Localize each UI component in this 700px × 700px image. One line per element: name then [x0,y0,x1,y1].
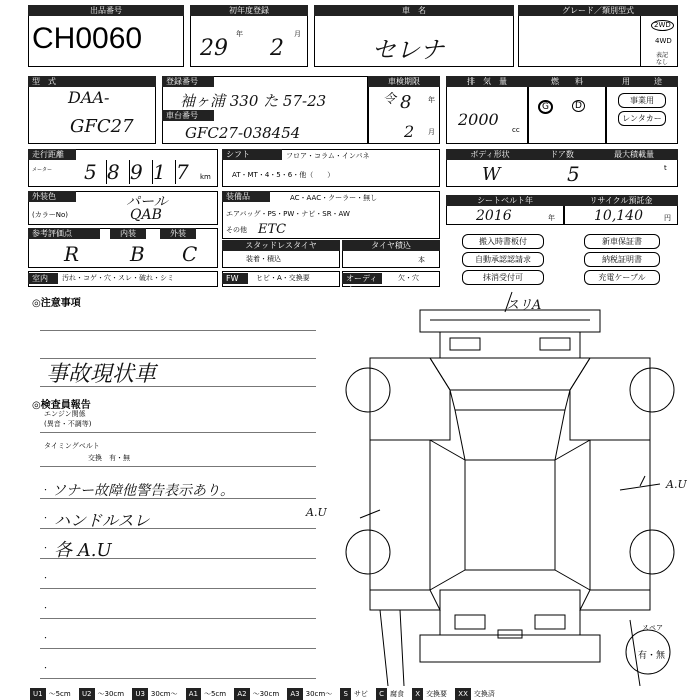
legend-key: S [340,688,350,700]
remark-3: 各 A.U [54,540,112,561]
studless-label: スタッドレスタイヤ [222,240,340,251]
room-options: 汚れ・コゲ・穴・スレ・破れ・シミ [62,274,174,282]
shift-gears: AT・MT・4・5・6・他（ ） [232,171,335,179]
color-code-label: (カラーNo) [32,211,68,219]
equip-row2: エアバッグ・PS・PW・ナビ・SR・AW [226,210,350,218]
mark-top: スリA [506,298,542,313]
displacement-value: 2000 [458,110,499,129]
mark-right: A.U [666,478,687,491]
legend-value: 30cm～ [305,690,333,698]
legend-value: 腐食 [390,690,405,698]
displacement-label: 排 気 量 [446,76,528,87]
doc-item-1: 搬入時書板付 [462,234,544,249]
legend-value: 交換済 [473,690,495,698]
caution-line [40,330,316,331]
caution-text: 事故現状車 [46,362,157,387]
front-bumper [420,310,600,332]
cowl [450,390,570,410]
inspection-year: 8 [400,92,412,113]
doc-item-3: 抹消受付可 [462,270,544,285]
car-diagram [300,290,700,686]
studless-options: 装着・積込 [246,255,281,263]
fuel-g: G [538,100,553,114]
color-name: パール [126,194,168,210]
scratch-lines [380,610,640,686]
legend-value: 30cm～ [150,690,178,698]
grade-label: グレード／類別型式 [518,5,678,16]
exterior-label: 外装 [160,228,196,239]
mileage-digit: 8 [107,160,130,184]
rear-fender-right [580,590,650,610]
interior-value: B [130,242,145,266]
wheel-rear-left [346,530,390,574]
score-label: 参考評価点 [28,228,100,239]
bullet: ・ [42,486,49,494]
damage-legend [30,688,700,700]
seatbelt-unit: 年 [548,214,555,222]
lot-label: 出品番号 [28,5,184,16]
wheel-front-right [630,368,674,412]
rear-bumper [420,635,600,662]
car-name: セレナ [372,36,444,64]
color-code: QAB [130,207,162,223]
drive-none: 表記なし [656,52,669,66]
timing-label: タイミングベルト [44,442,100,450]
body-label: ボディ形状 [446,149,534,160]
doc-item-6: 充電ケーブル [584,270,660,285]
first-reg-month: 2 [270,36,284,61]
drive-divider [640,16,641,67]
plate [498,630,522,638]
doc-item-4: 新車保証書 [584,234,660,249]
a-pillar-right [555,410,565,460]
bullet: ・ [42,574,49,582]
remark-line [40,528,316,529]
first-reg-year: 29 [200,36,228,61]
windshield-right [540,338,570,350]
bullet: ・ [42,544,49,552]
wheel-front-left [346,368,390,412]
shift-types: フロア・コラム・インパネ [286,152,370,160]
cc-unit: cc [512,126,520,134]
legend-value: ～30cm [252,690,280,698]
remark-line [40,498,316,499]
inspection-label: 車検期限 [368,76,440,87]
exterior-value: C [182,242,198,266]
inspector-label: ◎検査員報告 [32,400,91,411]
legend-key: X [412,688,423,700]
fw-options: ヒビ・A・交換要 [256,274,310,282]
equipment-label: 装備品 [222,191,270,202]
seatbelt-label: シートベルト年 [446,195,564,206]
doors-value: 5 [567,162,580,186]
chassis-value: GFC27-038454 [185,124,301,142]
remark-line [40,588,316,589]
remark-line [40,678,316,679]
hood [430,358,590,390]
caution-label: ◎注意事項 [32,298,81,309]
mileage-km: km [200,173,211,181]
legend-value: ～30cm [97,690,125,698]
remark-2: ハンドルスレ [54,511,150,530]
chassis-label: 車台番号 [162,110,214,121]
use-rental: レンタカー [618,111,666,126]
rear-window-right [535,615,565,629]
mileage-digit: 9 [130,160,153,184]
a-pillar-left [455,410,465,460]
odo-label: オーディオ [342,273,382,284]
wheel-rear-right [630,530,674,574]
tire-unit: 本 [418,256,425,264]
legend-key: U1 [30,688,46,700]
body-value: W [482,164,501,185]
legend-key: XX [455,688,471,700]
interior-label: 内装 [110,228,146,239]
shift-label: シフト [222,149,282,160]
drive-2wd: 2WD [651,20,674,31]
reg-no-label: 登録番号 [162,76,214,87]
inspection-month: 2 [404,122,415,141]
hood-frame [440,332,580,358]
legend-key: A3 [287,688,302,700]
fuel-d: D [572,100,585,112]
side-left [370,440,430,590]
doc-item-2: 自動承認認請求 [462,252,544,267]
mileage-digit: 1 [153,160,176,184]
mileage-label: 走行距離 [28,149,76,160]
bullet: ・ [42,514,49,522]
load-label: 最大積載量 [590,149,678,160]
remark-line [40,648,316,649]
lot-number: CH0060 [32,22,143,55]
rear-fender-left [370,590,440,610]
model-type-value: GFC27 [70,116,134,137]
inspection-era: 令 [383,92,397,107]
recycle-value: 10,140 [594,208,643,224]
tire-label: タイヤ積込 [342,240,440,251]
windshield-left [450,338,480,350]
use-business: 事業用 [618,93,666,108]
mileage-digits [84,160,198,184]
timing-line [40,466,316,467]
legend-key: A1 [186,688,201,700]
side-right-mid [555,440,590,590]
remark-line [40,558,316,559]
spare-label: スペア [642,624,663,632]
load-unit: t [664,164,667,172]
score-value: R [64,242,80,266]
color-label: 外装色 [28,191,76,202]
equip-other-label: その他 [226,226,247,234]
model-type-prefix: DAA- [68,88,110,107]
doors-label: ドア数 [534,149,590,160]
car-name-label: 車 名 [314,5,514,16]
first-reg-label: 初年度登録 [190,5,308,16]
legend-key: U2 [79,688,95,700]
month-unit: 月 [294,30,301,38]
mileage-meter: メーター [32,167,53,173]
engine-line [40,432,316,433]
engine-label: エンジン関係 [44,410,86,418]
seatbelt-value: 2016 [476,208,512,224]
remark-line [40,618,316,619]
fw-label: FW [222,273,248,284]
drive-4wd: 4WD [655,37,672,45]
mark-left: A.U [306,506,327,519]
legend-key: A2 [234,688,249,700]
mileage-digit: 5 [84,160,107,184]
recycle-unit: 円 [664,214,671,222]
bullet: ・ [42,634,49,642]
legend-value: ～5cm [48,690,71,698]
legend-key: C [376,688,387,700]
bullet: ・ [42,664,49,672]
rear-window-left [455,615,485,629]
equip-other-value: ETC [258,222,287,237]
equip-row1: AC・AAC・クーラー・無し [290,194,378,202]
recycle-label: リサイクル預託金 [564,195,678,206]
reg-no-value: 袖ヶ浦 330 た 57-23 [180,92,327,110]
doc-item-5: 納税証明書 [584,252,660,267]
legend-value: ～5cm [203,690,227,698]
remark-1: ソナー故障他警告表示あり。 [52,483,234,499]
side-right [590,440,650,590]
model-type-label: 型 式 [28,76,156,87]
mileage-digit: 7 [176,160,189,184]
timing-options: 交換 有・無 [88,454,130,462]
room-label: 室内 [28,273,58,284]
legend-key: U3 [132,688,148,700]
odo-options: 欠・穴 [398,274,419,282]
inspection-month-unit: 月 [428,128,435,136]
engine-sub: (異音・不調等) [44,420,92,428]
handwritten-mark-right [620,476,660,490]
inspection-year-unit: 年 [428,96,435,104]
legend-value: 交換要 [426,690,448,698]
rear-hatch [440,590,580,635]
year-unit: 年 [236,30,243,38]
spare-options: 有・無 [638,651,666,661]
roof [465,460,555,570]
legend-value: サビ [353,690,368,698]
use-label: 用 途 [606,76,678,87]
fuel-label: 燃 料 [528,76,606,87]
side-left-mid [430,440,465,590]
bullet: ・ [42,604,49,612]
